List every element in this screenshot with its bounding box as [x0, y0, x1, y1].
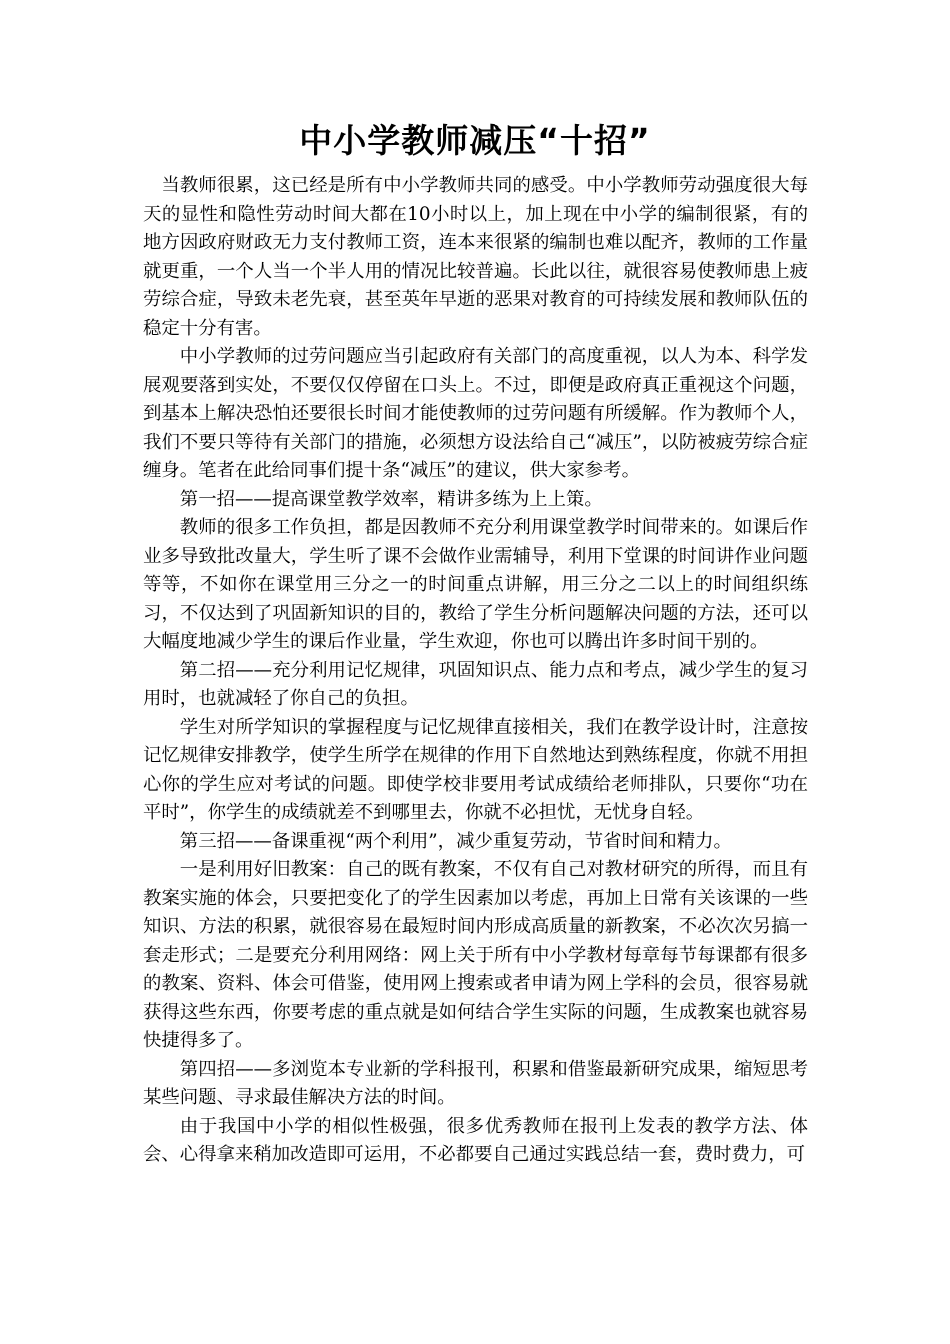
page-title: 中小学教师减压“十招”: [299, 121, 651, 160]
tip-heading-3: 第三招——备课重视“两个利用”，减少重复劳动，节省时间和精力。: [179, 830, 732, 852]
paragraph-intro: 当教师很累，这已经是所有中小学教师共同的感受。中小学教师劳动强度很大每天的显性和隐性劳动时间大都在10小时以上，加上现在中小学的编制很紧，有的地方因政府财政无力支付教师工资，连本来很紧的编制也难以配齐，教师的工作量就更重，一个人当一个半人用的情况比较普遍。长此以往，就很容易使教师患上疲劳综合症，导致未老先衰，甚至英年早逝的恶果对教育的可持续发展和教师队伍的稳定十分有害。: [143, 175, 808, 339]
article-body: [143, 172, 808, 1170]
paragraph: 教师的很多工作负担，都是因教师不充分利用课堂教学时间带来的。如课后作业多导致批改量大，学生听了课不会做作业需辅导，利用下堂课的时间讲作业问题等等，不如你在课堂用三分之一的时间重点讲解，用三分之二以上的时间组织练习，不仅达到了巩固新知识的目的，教给了学生分析问题解决问题的方法，还可以大幅度地减少学生的课后作业量，学生欢迎，你也可以腾出许多时间干别的。: [143, 517, 808, 652]
paragraph: 学生对所学知识的掌握程度与记忆规律直接相关，我们在教学设计时，注意按记忆规律安排教学，使学生所学在规律的作用下自然地达到熟练程度，你就不用担心你的学生应对考试的问题。即使学校非要用考试成绩给老师排队，只要你“功在平时”，你学生的成绩就差不到哪里去，你就不必担忧，无忧身自轻。: [143, 716, 808, 823]
tip-heading-1: 第一招——提高课堂教学效率，精讲多练为上上策。: [179, 488, 603, 510]
paragraph: 由于我国中小学的相似性极强，很多优秀教师在报刊上发表的教学方法、体会、心得拿来稍加改造即可运用，不必都要自己通过实践总结一套，费时费力，可: [143, 1115, 808, 1165]
paragraph: 中小学教师的过劳问题应当引起政府有关部门的高度重视，以人为本、科学发展观要落到实处，不要仅仅停留在口头上。不过，即便是政府真正重视这个问题，到基本上解决恐怕还要很长时间才能使教师的过劳问题有所缓解。作为教师个人，我们不要只等待有关部门的措施，必须想方设法给自己“减压”，以防被疲劳综合症缠身。笔者在此给同事们提十条“减压”的建议，供大家参考。: [143, 346, 808, 481]
tip-heading-2: 第二招——充分利用记忆规律，巩固知识点、能力点和考点，减少学生的复习用时，也就减轻了你自己的负担。: [143, 659, 808, 709]
paragraph: 一是利用好旧教案：自己的既有教案，不仅有自己对教材研究的所得，而且有教案实施的体会，只要把变化了的学生因素加以考虑，再加上日常有关该课的一些知识、方法的积累，就很容易在最短时间内形成高质量的新教案，不必次次另搞一套走形式；二是要充分利用网络：网上关于所有中小学教材每章每节每课都有很多的教案、资料、体会可借鉴，使用网上搜索或者申请为网上学科的会员，很容易就获得这些东西，你要考虑的重点就是如何结合学生实际的问题，生成教案也就容易快捷得多了。: [143, 859, 808, 1051]
tip-heading-4: 第四招——多浏览本专业新的学科报刊，积累和借鉴最新研究成果，缩短思考某些问题、寻求最佳解决方法的时间。: [143, 1058, 808, 1108]
